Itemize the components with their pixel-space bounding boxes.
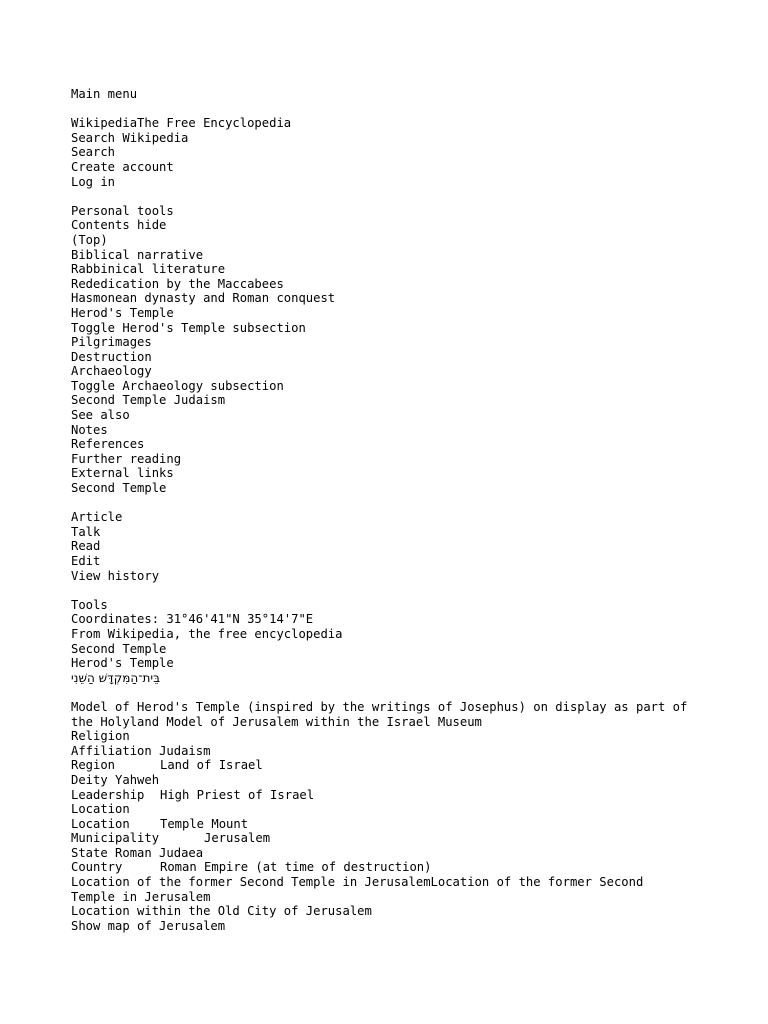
page-title-heading: Second Temple bbox=[71, 481, 167, 496]
location-label: Location bbox=[71, 816, 130, 831]
tab-read[interactable]: Read bbox=[71, 539, 101, 554]
infobox-row-location bbox=[71, 817, 731, 832]
affiliation-value-link[interactable]: Judaism bbox=[159, 743, 211, 758]
infobox-row-state bbox=[71, 846, 731, 861]
toc-item-references[interactable]: References bbox=[71, 437, 145, 452]
deity-value-link[interactable]: Yahweh bbox=[115, 772, 160, 787]
country-value-link[interactable]: Roman Empire (at time of destruction) bbox=[160, 860, 432, 875]
toc-item-rededication[interactable]: Rededication by the Maccabees bbox=[71, 276, 284, 291]
infobox-image-placeholder bbox=[71, 685, 731, 700]
create-account-link[interactable]: Create account bbox=[71, 159, 174, 174]
tools-button[interactable]: Tools bbox=[71, 597, 108, 612]
map-caption: Location of the former Second Temple in JerusalemLocation of the former Second Temple in Jerusalem bbox=[71, 875, 651, 904]
spacer bbox=[71, 102, 731, 117]
tab-article[interactable]: Article bbox=[71, 510, 123, 525]
show-map-button[interactable]: Show map of Jerusalem bbox=[71, 918, 226, 933]
toc-item-biblical-narrative[interactable]: Biblical narrative bbox=[71, 247, 204, 262]
toc-item-archaeology[interactable]: Archaeology bbox=[71, 364, 152, 379]
toc-item-destruction[interactable]: Destruction bbox=[71, 349, 152, 364]
state-value-link[interactable]: Roman Judaea bbox=[115, 845, 204, 860]
leadership-label: Leadership bbox=[71, 787, 145, 802]
municipality-value-link[interactable]: Jerusalem bbox=[204, 831, 271, 846]
main-menu-button[interactable]: Main menu bbox=[71, 87, 138, 101]
tab-edit[interactable]: Edit bbox=[71, 554, 101, 568]
spacer bbox=[71, 583, 731, 598]
spacer bbox=[71, 189, 731, 204]
site-subtitle: From Wikipedia, the free encyclopedia bbox=[71, 626, 343, 641]
region-value-link[interactable]: Land of Israel bbox=[160, 758, 263, 773]
contents-hide-button[interactable]: Contents hide bbox=[71, 218, 167, 233]
tab-view-history[interactable]: View history bbox=[71, 568, 160, 583]
toc-item-pilgrimages[interactable]: Pilgrimages bbox=[71, 335, 152, 350]
hebrew-name bbox=[71, 671, 731, 686]
search-button[interactable]: Search bbox=[71, 145, 116, 160]
hebrew-name-text: בֵּית־הַמִּקְדָּשׁ הַשֵּׁנִי bbox=[71, 670, 161, 685]
wikipedia-logo-link[interactable]: WikipediaThe Free Encyclopedia bbox=[71, 116, 292, 131]
log-in-link[interactable]: Log in bbox=[71, 174, 116, 189]
map-location-caption: Location within the Old City of Jerusalem bbox=[71, 904, 372, 919]
toc-toggle-herods-temple[interactable]: Toggle Herod's Temple subsection bbox=[71, 320, 306, 335]
infobox-title: Second Temple bbox=[71, 641, 167, 656]
deity-label: Deity bbox=[71, 772, 108, 787]
municipality-label: Municipality bbox=[71, 831, 160, 846]
infobox-location-header: Location bbox=[71, 802, 130, 817]
infobox-row-municipality bbox=[71, 831, 731, 846]
infobox-subtitle: Herod's Temple bbox=[71, 656, 174, 671]
location-value-link[interactable]: Temple Mount bbox=[160, 816, 249, 831]
toc-item-further-reading[interactable]: Further reading bbox=[71, 451, 182, 466]
spacer bbox=[71, 496, 731, 511]
country-label: Country bbox=[71, 860, 123, 875]
toc-item-notes[interactable]: Notes bbox=[71, 422, 108, 437]
coordinates-link[interactable]: Coordinates: 31°46'41"N 35°14'7"E bbox=[71, 612, 314, 627]
page-content bbox=[71, 87, 731, 933]
infobox-religion-header: Religion bbox=[71, 729, 130, 744]
toc-item-external-links[interactable]: External links bbox=[71, 466, 174, 481]
infobox-row-country bbox=[71, 860, 731, 875]
search-wikipedia-link[interactable]: Search Wikipedia bbox=[71, 130, 189, 145]
toc-item-see-also[interactable]: See also bbox=[71, 408, 130, 423]
state-label: State bbox=[71, 845, 108, 860]
toc-item-second-temple-judaism[interactable]: Second Temple Judaism bbox=[71, 393, 226, 408]
tab-talk[interactable]: Talk bbox=[71, 524, 101, 539]
toc-item-herods-temple[interactable]: Herod's Temple bbox=[71, 305, 174, 320]
infobox-row-leadership bbox=[71, 788, 731, 803]
personal-tools-button[interactable]: Personal tools bbox=[71, 203, 174, 218]
toc-toggle-archaeology[interactable]: Toggle Archaeology subsection bbox=[71, 378, 284, 393]
infobox-row-region bbox=[71, 758, 731, 773]
infobox-row-affiliation bbox=[71, 744, 731, 759]
leadership-value-link[interactable]: High Priest of Israel bbox=[160, 787, 315, 802]
image-caption: Model of Herod's Temple (inspired by the writings of Josephus) on display as part of the Holyland Model of Jerusalem within the Israel Museum bbox=[71, 699, 695, 729]
toc-item-rabbinical-literature[interactable]: Rabbinical literature bbox=[71, 262, 226, 277]
toc-item-top[interactable]: (Top) bbox=[71, 232, 108, 247]
infobox-row-deity bbox=[71, 773, 731, 788]
affiliation-label: Affiliation bbox=[71, 743, 152, 758]
region-label: Region bbox=[71, 758, 116, 773]
toc-item-hasmonean-dynasty[interactable]: Hasmonean dynasty and Roman conquest bbox=[71, 291, 336, 306]
